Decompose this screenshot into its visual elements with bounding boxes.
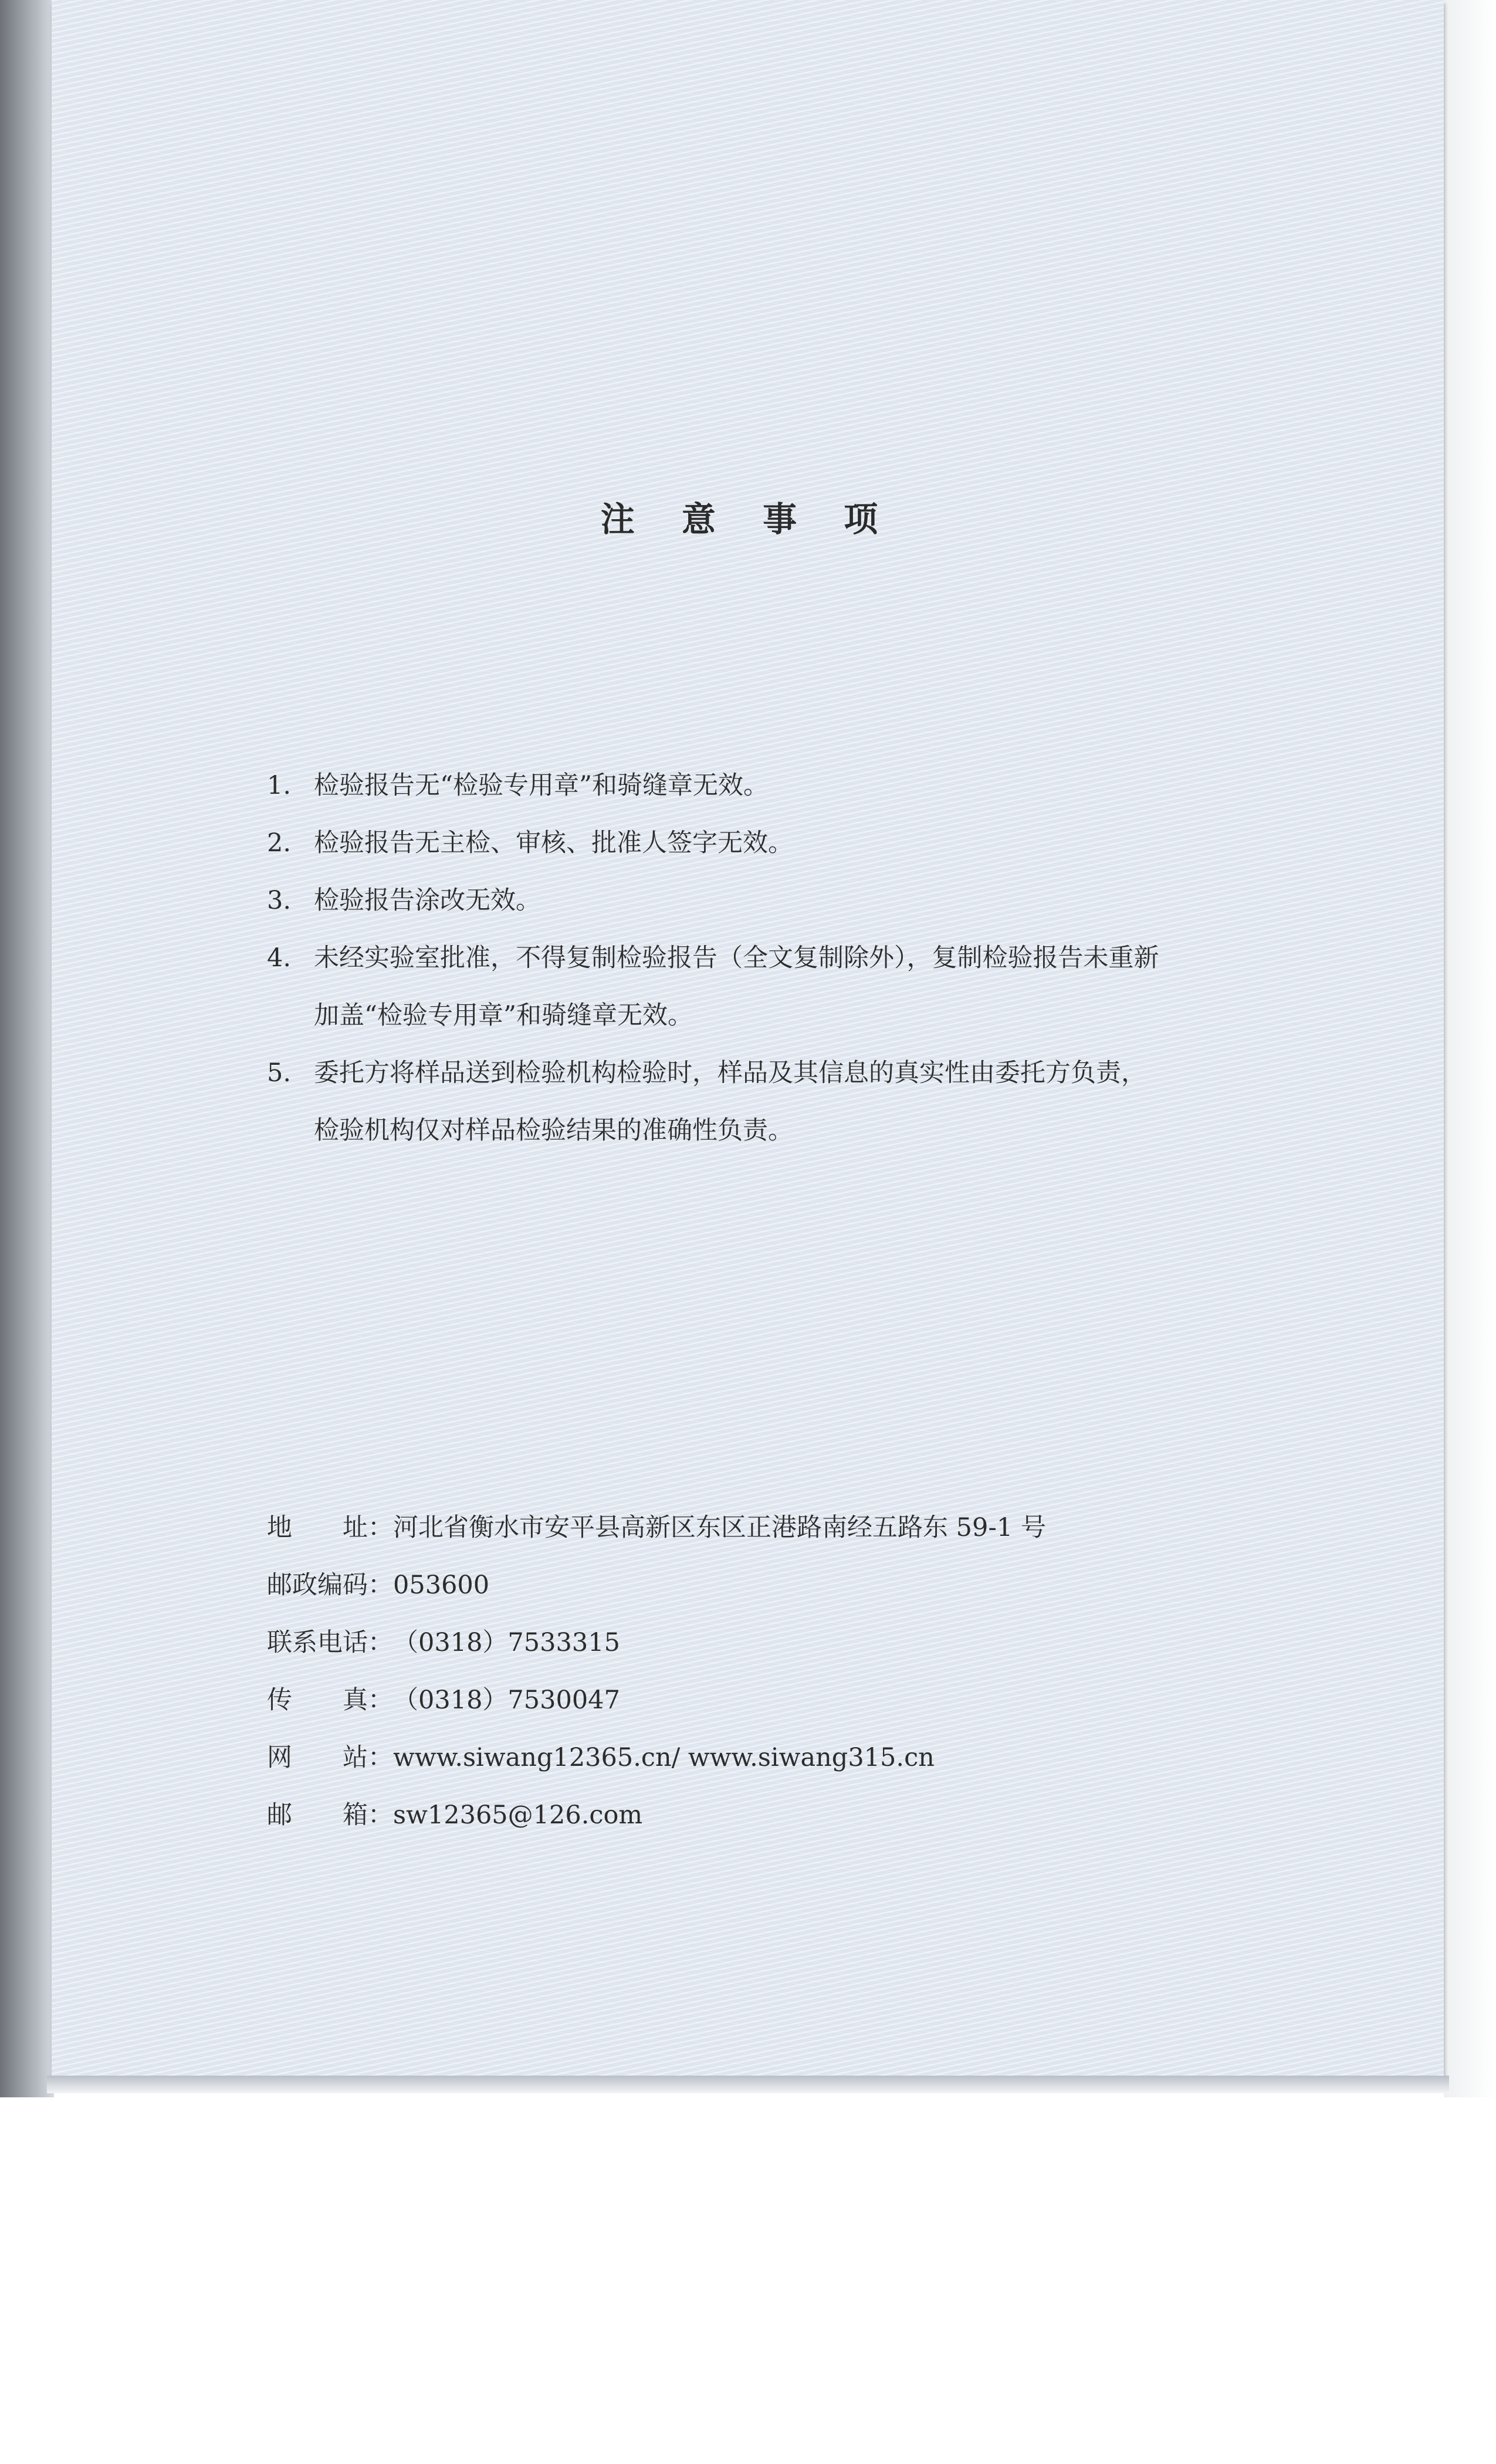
note-number: 4. [267, 943, 292, 973]
contact-postcode [267, 1556, 1323, 1614]
note-item-2 [267, 814, 1335, 872]
contact-label: 邮 箱： [267, 1800, 393, 1830]
contact-value: （0318）7530047 [393, 1685, 620, 1715]
note-text: 检验报告无主检、审核、批准人签字无效。 [314, 828, 793, 858]
contact-address [267, 1499, 1323, 1556]
contact-label: 网 站： [267, 1743, 393, 1772]
contact-value: 河北省衡水市安平县高新区东区正港路南经五路东 59-1 号 [393, 1513, 1046, 1542]
note-text: 检验报告无“检验专用章”和骑缝章无效。 [314, 771, 769, 800]
note-item-5 [267, 1044, 1335, 1159]
note-item-4 [267, 929, 1335, 1044]
notes-list [267, 757, 1335, 1159]
note-text: 检验报告涂改无效。 [314, 886, 541, 915]
contact-phone [267, 1614, 1323, 1671]
sheet-bottom-shadow [47, 2076, 1449, 2093]
note-number: 2. [267, 828, 292, 858]
page-title: 注 意 事 项 [600, 499, 896, 539]
note-item-3 [267, 872, 1335, 929]
note-number: 5. [267, 1058, 292, 1088]
note-text: 未经实验室批准，不得复制检验报告（全文复制除外），复制检验报告未重新 加盖“检验专用章”和骑缝章无效。 [314, 943, 1159, 1030]
contact-label: 联系电话： [267, 1628, 393, 1657]
contact-value: （0318）7533315 [393, 1628, 620, 1657]
note-text: 委托方将样品送到检验机构检验时，样品及其信息的真实性由委托方负责， 检验机构仅对样品检验结果的准确性负责。 [314, 1058, 1146, 1145]
scan-margin-right [1444, 0, 1496, 2097]
contact-email [267, 1786, 1323, 1844]
contact-value: 053600 [393, 1571, 490, 1600]
note-number: 3. [267, 886, 292, 915]
contact-website [267, 1729, 1323, 1786]
contact-value: sw12365@126.com [393, 1800, 643, 1830]
scan-shadow-edge [0, 0, 54, 2097]
contact-label: 地 址： [267, 1513, 393, 1542]
contact-label: 邮政编码： [267, 1571, 393, 1600]
contact-info [267, 1499, 1323, 1844]
note-item-1 [267, 757, 1335, 814]
contact-fax [267, 1671, 1323, 1729]
contact-label: 传 真： [267, 1685, 393, 1715]
contact-value: www.siwang12365.cn/ www.siwang315.cn [393, 1743, 935, 1772]
note-number: 1. [267, 771, 292, 800]
